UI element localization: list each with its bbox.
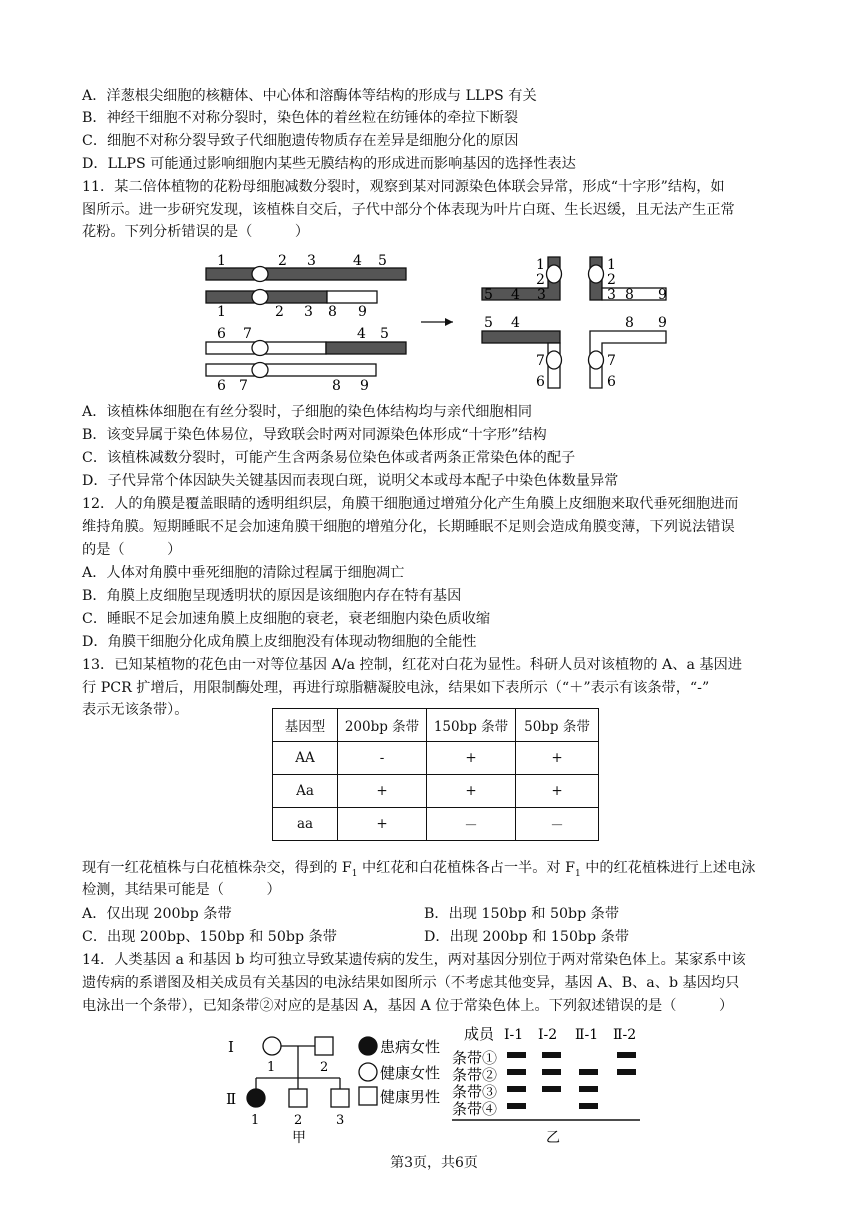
label-1: 1 [217, 253, 226, 269]
pedigree-I1-healthy-female [263, 1037, 281, 1055]
label-9: 9 [358, 304, 367, 320]
gel-band [507, 1069, 526, 1075]
legend-healthy-male-icon [359, 1087, 377, 1105]
label-8: 8 [332, 378, 341, 393]
centromere [589, 265, 604, 283]
table-cell: aa [273, 808, 338, 841]
gel-band [507, 1086, 526, 1092]
q11-option-a: A．该植株体细胞在有丝分裂时，子细胞的染色体结构均与亲代细胞相同 [82, 404, 533, 420]
q12-option-b: B．角膜上皮细胞呈现透明状的原因是该细胞内存在特有基因 [82, 588, 462, 604]
pedigree-id: 3 [336, 1113, 345, 1128]
q11-stem-line2: 图所示。进一步研究发现，该植株自交后，子代中部分个体表现为叶片白斑、生长迟缓，且无法产生正常 [82, 202, 735, 218]
gel-header-member: 成员 [464, 1025, 495, 1043]
label-1: 1 [607, 257, 616, 273]
label-7: 7 [239, 378, 248, 393]
label-2: 2 [607, 272, 616, 288]
legend-healthy-male: 健康男性 [380, 1088, 441, 1106]
label-6: 6 [217, 378, 226, 393]
subscript: 1 [351, 868, 358, 879]
centromere [547, 351, 562, 369]
table-header-cell: 50bp 条带 [516, 709, 599, 742]
label-5: 5 [378, 253, 387, 269]
chromosome-translocated-2-gray [326, 342, 406, 354]
label-7: 7 [536, 353, 545, 369]
q13-option-b: B．出现 150bp 和 50bp 条带 [424, 906, 620, 922]
label-3: 3 [537, 287, 546, 303]
gel-band-label: 条带① [452, 1049, 498, 1067]
label-9: 9 [658, 287, 667, 303]
label-5: 5 [484, 287, 493, 303]
q10-option-d: D．LLPS 可能通过影响细胞内某些无膜结构的形成进而影响基因的选择性表达 [82, 156, 576, 172]
label-3: 3 [307, 253, 316, 269]
gel-member-label: Ⅰ-2 [538, 1027, 558, 1043]
legend-affected-female: 患病女性 [380, 1038, 441, 1056]
table-cell: + [427, 775, 516, 808]
label-2: 2 [278, 253, 287, 269]
arrow-head [445, 318, 453, 326]
pedigree-II2-healthy-male [289, 1089, 307, 1107]
table-row [273, 808, 599, 841]
gel-band [579, 1086, 598, 1092]
q13-stem-line2: 行 PCR 扩增后，用限制酶处理，再进行琼脂糖凝胶电泳，结果如下表所示（“＋”表示有该条带，“-” [82, 680, 710, 696]
label-4: 4 [511, 287, 520, 303]
q10-option-b: B．神经干细胞不对称分裂时，染色体的着丝粒在纺锤体的牵拉下断裂 [82, 110, 519, 126]
label-2: 2 [536, 272, 545, 288]
chromosome-white-1 [206, 364, 376, 376]
gel-band [617, 1069, 636, 1075]
q12-stem-line3: 的是（ ） [82, 542, 182, 558]
generation-label-I: Ⅰ [228, 1038, 234, 1056]
cross-bottom-left-gray [482, 331, 560, 343]
label-4: 4 [357, 326, 366, 342]
label-6: 6 [217, 326, 226, 342]
electrophoresis-gel [450, 1020, 650, 1146]
table-cell: AA [273, 742, 338, 775]
label-1: 1 [217, 304, 226, 320]
gel-band-label: 条带③ [452, 1083, 498, 1101]
table-header-cell: 基因型 [273, 709, 338, 742]
q11-option-b: B．该变异属于染色体易位，导致联会时两对同源染色体形成“十字形”结构 [82, 427, 547, 443]
q12-option-a: A．人体对角膜中垂死细胞的清除过程属于细胞凋亡 [82, 565, 405, 581]
centromere [252, 341, 268, 356]
q13-stem-line1: 13．已知某植物的花色由一对等位基因 A/a 控制，红花对白花为显性。科研人员对该植物的 A、a 基因进 [82, 657, 742, 673]
label-4: 4 [353, 253, 362, 269]
label-7: 7 [243, 326, 252, 342]
q11-option-c: C．该植株减数分裂时，可能产生含两条易位染色体或者两条正常染色体的配子 [82, 450, 576, 466]
gel-band [579, 1069, 598, 1075]
chromosome-translocation-figure [195, 248, 675, 393]
legend-healthy-female: 健康女性 [380, 1064, 441, 1082]
centromere [547, 265, 562, 283]
label-8: 8 [328, 304, 337, 320]
table-cell: － [427, 808, 516, 841]
table-cell: + [427, 742, 516, 775]
label-6: 6 [607, 374, 616, 390]
table-cell: Aa [273, 775, 338, 808]
label-5: 5 [484, 315, 493, 331]
gel-band-label: 条带④ [452, 1100, 498, 1118]
q13-option-d: D．出现 200bp 和 150bp 条带 [424, 929, 630, 945]
table-cell: + [338, 775, 427, 808]
label-8: 8 [625, 287, 634, 303]
gel-band [507, 1052, 526, 1058]
table-header-row [273, 709, 599, 742]
q12-option-d: D．角膜干细胞分化成角膜上皮细胞没有体现动物细胞的全能性 [82, 634, 477, 650]
gel-caption: 乙 [546, 1130, 560, 1146]
pedigree-id: 1 [267, 1060, 276, 1075]
centromere [252, 363, 268, 378]
q13-after-text: 中的红花植株进行上述电泳 [580, 860, 756, 876]
q11-option-d: D．子代异常个体因缺失关键基因而表现白斑，说明父本或母本配子中染色体数量异常 [82, 473, 619, 489]
gel-member-label: Ⅱ-1 [575, 1027, 599, 1043]
label-4: 4 [511, 315, 520, 331]
pedigree-caption: 甲 [292, 1130, 306, 1146]
q13-stem-line3: 表示无该条带）。 [82, 702, 189, 718]
centromere [252, 267, 268, 282]
q12-option-c: C．睡眠不足会加速角膜上皮细胞的衰老，衰老细胞内染色质收缩 [82, 611, 491, 627]
gel-band [579, 1103, 598, 1109]
pedigree-II3-healthy-male [331, 1089, 349, 1107]
label-2: 2 [275, 304, 284, 320]
pedigree-II1-affected-female [247, 1089, 265, 1107]
q14-stem-line1: 14．人类基因 a 和基因 b 均可独立导致某遗传病的发生，两对基因分别位于两对常染色体上。某家系中该 [82, 952, 746, 968]
subscript: 1 [574, 868, 581, 879]
label-5: 5 [380, 326, 389, 342]
table-header-cell: 150bp 条带 [427, 709, 516, 742]
label-6: 6 [536, 374, 545, 390]
q13-after-text: 现有一红花植株与白花植株杂交，得到的 F [82, 860, 352, 876]
q13-after-line2: 检测，其结果可能是（ ） [82, 882, 281, 898]
gel-band [542, 1052, 561, 1058]
label-8: 8 [625, 315, 634, 331]
gel-bands [507, 1052, 636, 1109]
legend-affected-female-icon [359, 1037, 377, 1055]
pedigree-chart [220, 1028, 450, 1146]
legend-healthy-female-icon [359, 1063, 377, 1081]
chromosome-translocated-1-white [327, 291, 377, 303]
q12-stem-line2: 维持角膜。短期睡眠不足会加速角膜干细胞的增殖分化，长期睡眠不足则会造成角膜变薄，下列说法错误 [82, 519, 735, 535]
q13-option-a: A．仅出现 200bp 条带 [82, 906, 232, 922]
centromere [252, 290, 268, 305]
q11-stem-line3: 花粉。下列分析错误的是（ ） [82, 224, 310, 240]
gel-band [542, 1069, 561, 1075]
table-cell: - [338, 742, 427, 775]
page-footer: 第3页，共6页 [390, 1155, 478, 1171]
gel-band [617, 1052, 636, 1058]
pedigree-I2-healthy-male [315, 1037, 333, 1055]
gel-member-label: Ⅰ-1 [504, 1027, 524, 1043]
q13-option-c: C．出现 200bp、150bp 和 50bp 条带 [82, 929, 337, 945]
gel-band-label: 条带② [452, 1066, 498, 1084]
q10-option-c: C．细胞不对称分裂导致子代细胞遗传物质存在差异是细胞分化的原因 [82, 133, 519, 149]
label-9: 9 [360, 378, 369, 393]
pedigree-id: 2 [320, 1060, 329, 1075]
gel-band [507, 1103, 526, 1109]
pedigree-id: 1 [251, 1113, 260, 1128]
gel-member-label: Ⅱ-2 [613, 1027, 637, 1043]
label-7: 7 [607, 353, 616, 369]
table-header-cell: 200bp 条带 [338, 709, 427, 742]
table-cell: + [338, 808, 427, 841]
generation-label-II: Ⅱ [226, 1090, 237, 1108]
gel-band [542, 1086, 561, 1092]
pedigree-id: 2 [294, 1113, 303, 1128]
q10-option-a: A．洋葱根尖细胞的核糖体、中心体和溶酶体等结构的形成与 LLPS 有关 [82, 88, 537, 104]
table-cell: + [516, 775, 599, 808]
q11-stem-line1: 11．某二倍体植物的花粉母细胞减数分裂时，观察到某对同源染色体联会异常，形成“十字形”结构，如 [82, 179, 725, 195]
table-cell: + [516, 742, 599, 775]
genotype-band-table [272, 708, 599, 841]
q14-stem-line2: 遗传病的系谱图及相关成员有关基因的电泳结果如图所示（不考虑其他变异，基因 A、B、a、b 基因均只 [82, 975, 740, 991]
label-1: 1 [536, 257, 545, 273]
q14-stem-line3: 电泳出一个条带），已知条带②对应的是基因 A，基因 A 位于常染色体上。下列叙述错误的是（ ） [82, 998, 734, 1014]
label-9: 9 [658, 315, 667, 331]
table-row [273, 775, 599, 808]
centromere [589, 351, 604, 369]
table-cell: － [516, 808, 599, 841]
q13-after-text: 中红花和白花植株各占一半。对 F [357, 860, 575, 876]
label-3: 3 [304, 304, 313, 320]
q12-stem-line1: 12．人的角膜是覆盖眼睛的透明组织层，角膜干细胞通过增殖分化产生角膜上皮细胞来取代垂死细胞进而 [82, 496, 739, 512]
table-row [273, 742, 599, 775]
chromosome-gray-1 [206, 268, 406, 280]
label-3: 3 [607, 287, 616, 303]
